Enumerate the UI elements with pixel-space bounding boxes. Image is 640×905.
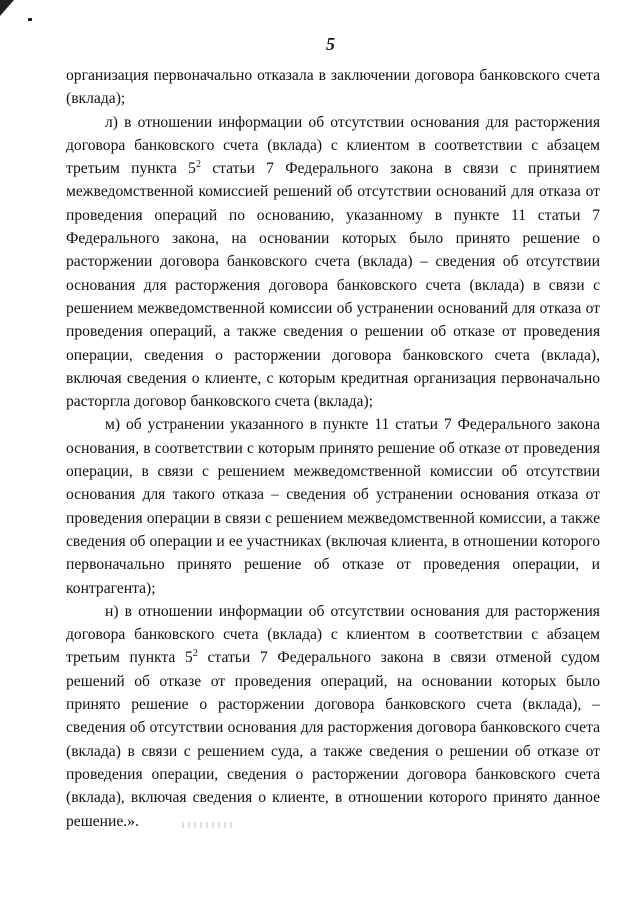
superscript: 2 [195, 159, 201, 171]
scan-smudge [182, 822, 236, 828]
paragraph-m [66, 413, 600, 599]
scan-dot-mark [28, 18, 32, 21]
scan-corner-mark [0, 0, 14, 16]
paragraph-continuation [66, 64, 600, 111]
paragraph-text: организация первоначально отказала в заключении договора банковского счета (вклада); [66, 67, 600, 108]
paragraph-l [66, 111, 600, 414]
paragraph-n [66, 600, 600, 833]
paragraph-text: м) об устранении указанного в пункте 11 статьи 7 Федерального закона основания, в соответствии с которым принято решение об отказе от проведения операции, в связи с решением межведомственной комиссии об отсутствии основания для такого отказа – сведения об устранении основания отказа от проведения операции в связи с решением межведомственной комиссии, а также сведения об операции и ее участниках (включая клиента, в отношении которого первоначально принято решение об отказе от проведения операции, и контрагента); [66, 416, 600, 597]
paragraph-text: статьи 7 Федерального закона в связи с принятием межведомственной комиссией решений об отсутствии оснований для отказа от проведения операций по основанию, указанному в пункте 11 статьи 7 Федерального закона, на основании которых было принято решение о расторжении договора банковского счета (вклада) – сведения об отсутствии основания для расторжения договора банковского счета (вклада) в связи с решением межведомственной комиссии об устранении оснований для отказа от проведения операций, а также сведения о решении об отказе от проведения операции, сведения о расторжении договора банковского счета (вклада), включая сведения о клиенте, с которым кредитная организация первоначально расторгла договор банковского счета (вклада); [66, 160, 600, 411]
superscript: 2 [192, 648, 198, 660]
paragraph-text: статьи 7 Федерального закона в связи отменой судом решений об отказе от проведения операций, на основании которых было принято решение о расторжении договора банковского счета (вклада), – сведения об отсутствии основания для расторжения договора банковского счета (вклада) в связи с решением суда, а также сведения о решении об отказе от проведения операции, сведения о расторжении договора банковского счета (вклада), включая сведения о клиенте, в отношении которого принято данное решение.». [66, 649, 600, 830]
page-number: 5 [326, 34, 335, 54]
paragraph-text: н) в отношении информации об отсутствии основания для расторжения договора банковского счета (вклада) с клиентом в соответствии с абзацем третьим пункта 5 [66, 602, 600, 667]
paragraph-text: л) в отношении информации об отсутствии основания для расторжения договора банковского счета (вклада) с клиентом в соответствии с абзацем третьим пункта 5 [66, 113, 600, 178]
document-body [66, 64, 600, 833]
